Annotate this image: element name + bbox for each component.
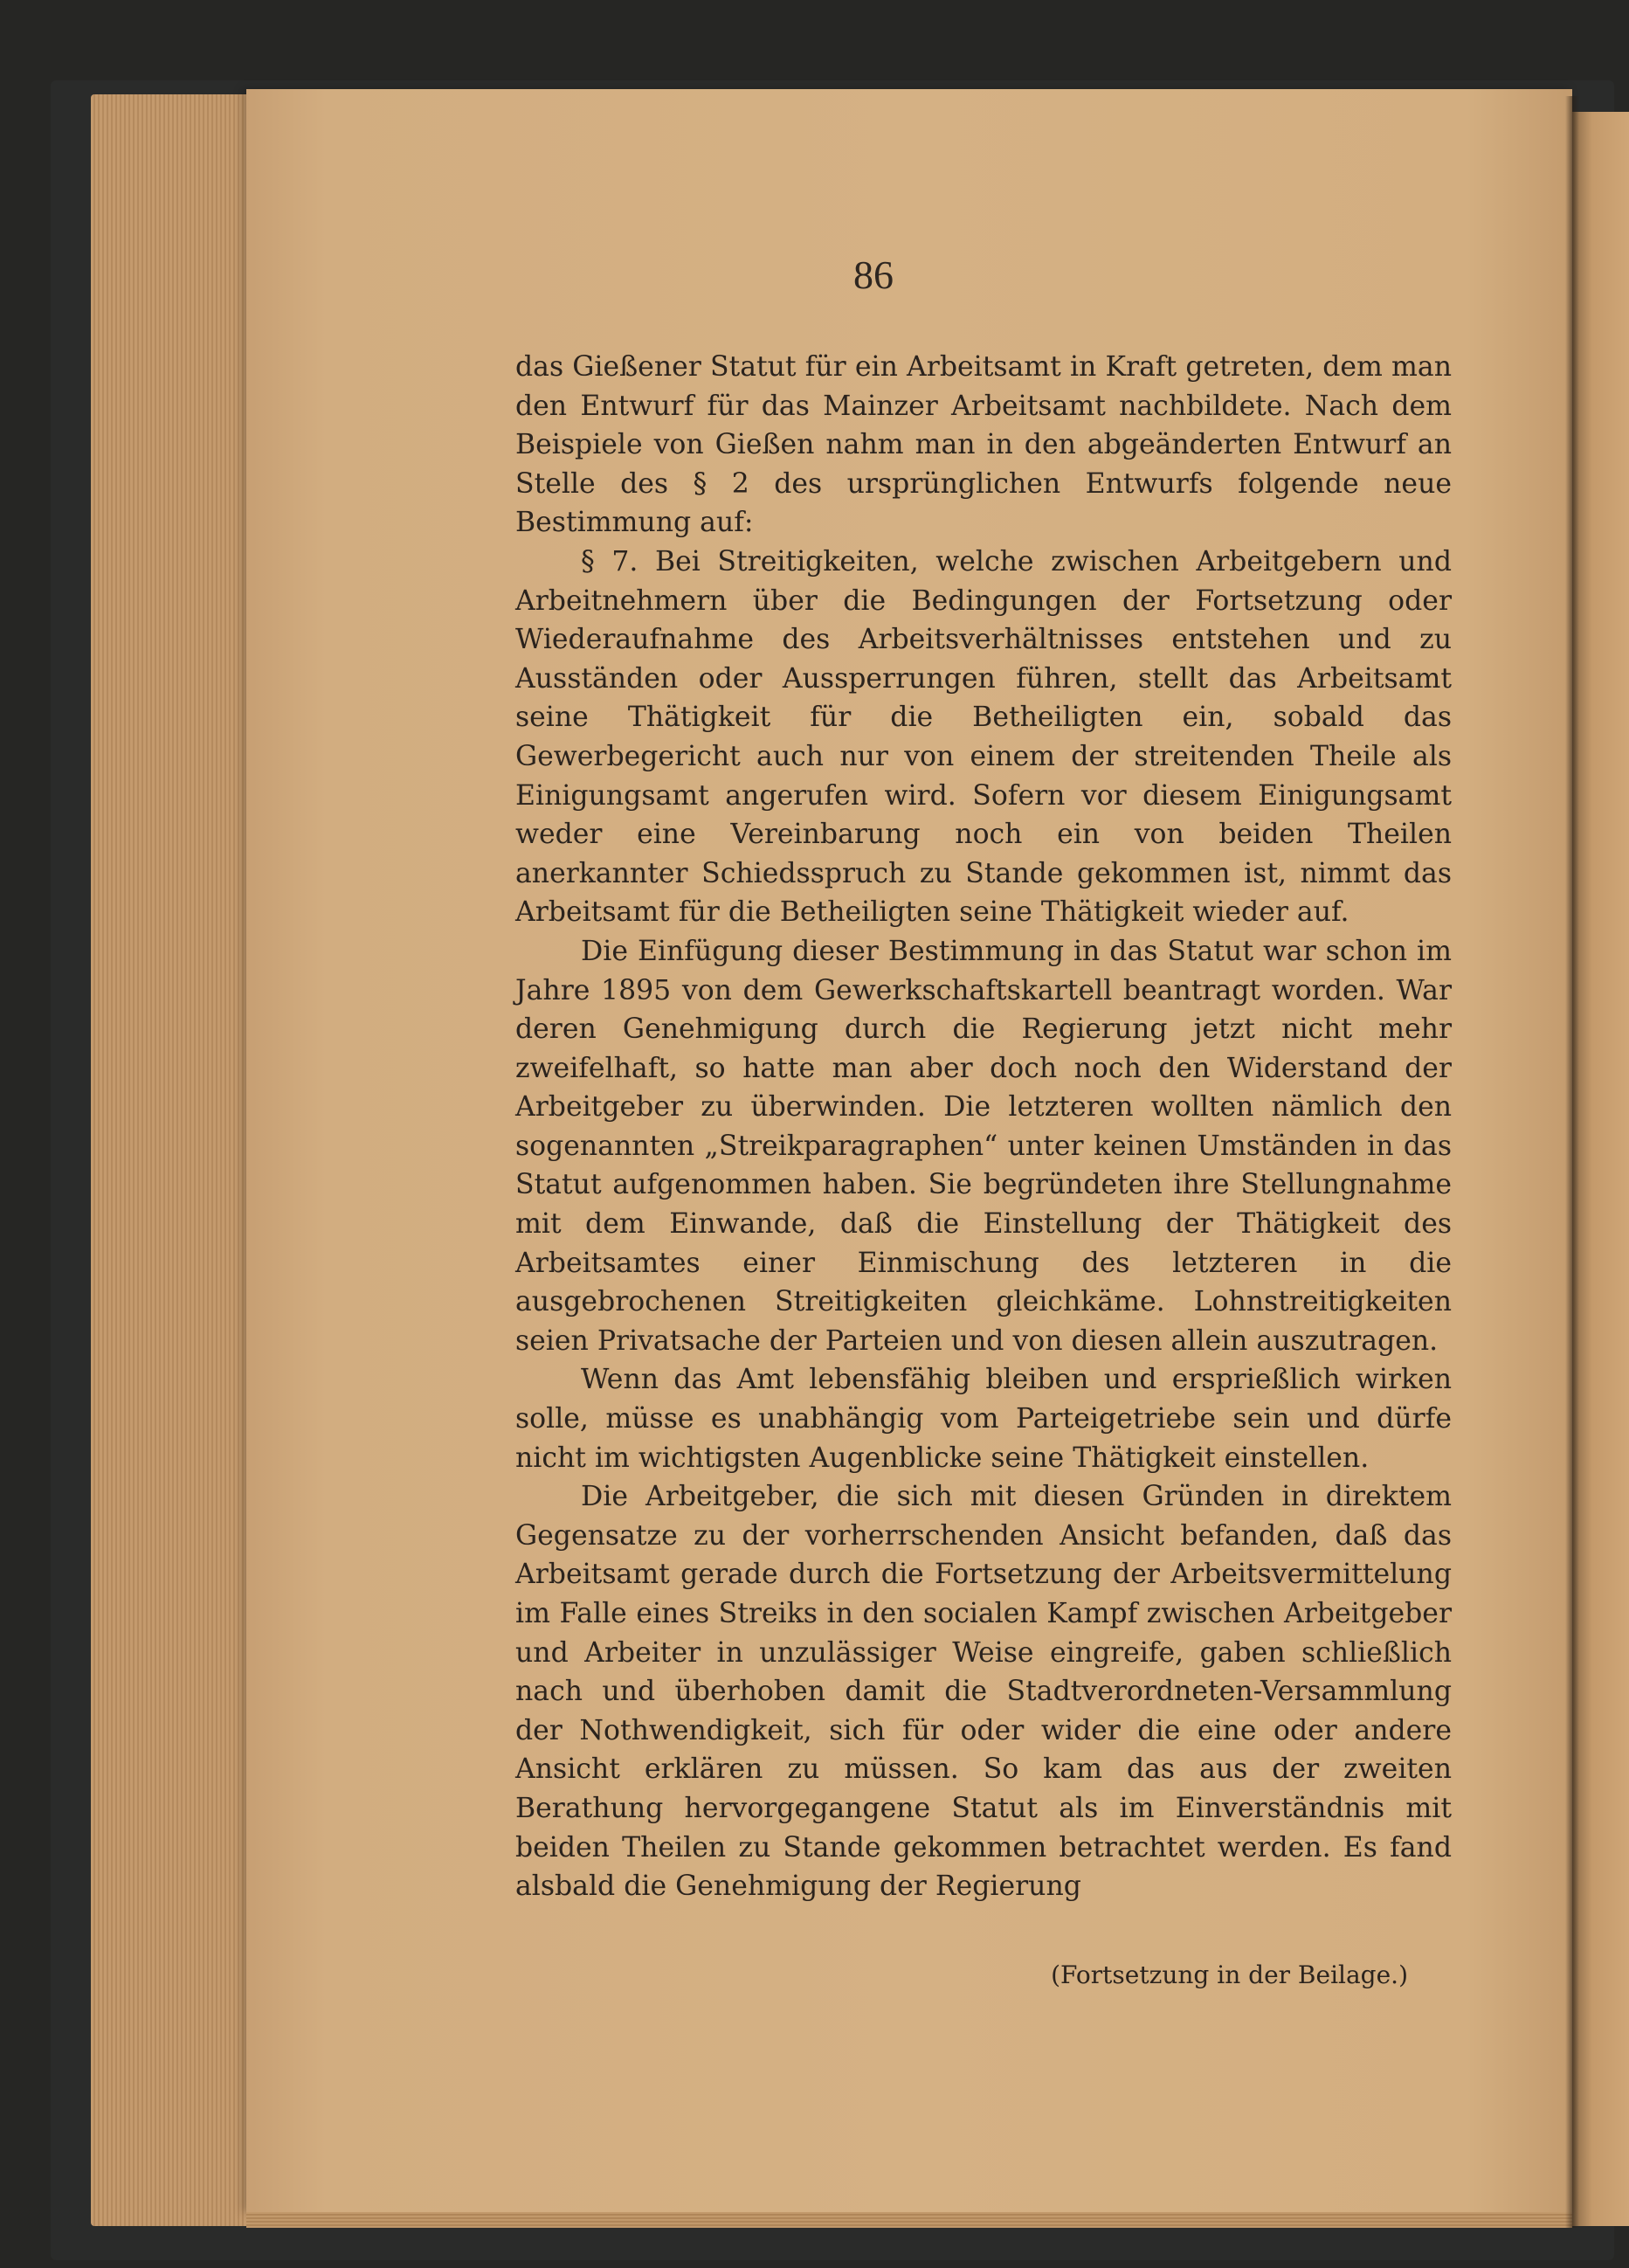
facing-page-edge (1572, 112, 1629, 2226)
paragraph-continued: das Gießener Statut für ein Arbeitsamt in Kraft getreten, dem man den Entwurf für das Mainzer Arbeitsamt nachbildete. Nach dem Beispiele von Gießen nahm man in den abgeänderten Entwurf an Stelle des § 2 des ursprünglichen Entwurfs folgende neue Bestimmung auf: (515, 351, 1452, 539)
page-stack-edges (91, 94, 257, 2226)
page-number: 86 (853, 252, 894, 297)
continuation-note: (Fortsetzung in der Beilage.) (1051, 1960, 1408, 1989)
paragraph-office-viability: Wenn das Amt lebensfähig bleiben und ersprießlich wirken solle, müsse es unabhängig vom Parteigetriebe sein und dürfe nicht im wichtigsten Augenblicke seine Thätigkeit einstellen. (515, 1364, 1452, 1474)
book-gutter (1565, 96, 1579, 2228)
paragraph-insertion-history: Die Einfügung dieser Bestimmung in das Statut war schon im Jahre 1895 von dem Gewerkschaftskartell beantragt worden. War deren Genehmigung durch die Regierung jetzt nicht mehr zweifelhaft, so hatte man aber doch noch den Widerstand der Arbeitgeber zu überwinden. Die letzteren wollten nämlich den sogenannten „Streikparagraphen“ unter keinen Umständen in das Statut aufgenommen haben. Sie begründeten ihre Stellungnahme mit dem Einwande, daß die Einstellung der Thätigkeit des Arbeitsamtes einer Einmischung des letzteren in die ausgebrochenen Streitigkeiten gleichkäme. Lohnstreitigkeiten seien Privatsache der Parteien und von diesen allein auszutragen. (515, 935, 1452, 1357)
page-bottom-edges (246, 2212, 1572, 2228)
paragraph-employers-concession: Die Arbeitgeber, die sich mit diesen Gründen in direktem Gegensatze zu der vorherrschenden Ansicht befanden, daß das Arbeitsamt gerade durch die Fortsetzung der Arbeitsvermittelung im Falle eines Streiks in den socialen Kampf zwischen Arbeitgeber und Arbeiter in unzulässiger Weise eingreife, gaben schließlich nach und überhoben damit die Stadtverordneten-Versammlung der Nothwendigkeit, sich für oder wider die eine oder andere Ansicht erklären zu müssen. So kam das aus der zweiten Berathung hervorgegangene Statut als im Einverständnis mit beiden Theilen zu Stande gekommen betrachtet werden. Es fand alsbald die Genehmigung der Regierung (515, 1481, 1452, 1903)
page-text (515, 348, 1452, 1906)
paragraph-statute-section-7: § 7. Bei Streitigkeiten, welche zwischen Arbeitgebern und Arbeitnehmern über die Bedingungen der Fortsetzung oder Wiederaufnahme des Arbeitsverhältnisses entstehen und zu Ausständen oder Aussperrungen führen, stellt das Arbeitsamt seine Thätigkeit für die Betheiligten ein, sobald das Gewerbegericht auch nur von einem der streitenden Theile als Einigungsamt angerufen wird. Sofern vor diesem Einigungsamt weder eine Vereinbarung noch ein von beiden Theilen anerkannter Schiedsspruch zu Stande gekommen ist, nimmt das Arbeitsamt für die Betheiligten seine Thätigkeit wieder auf. (515, 545, 1452, 929)
